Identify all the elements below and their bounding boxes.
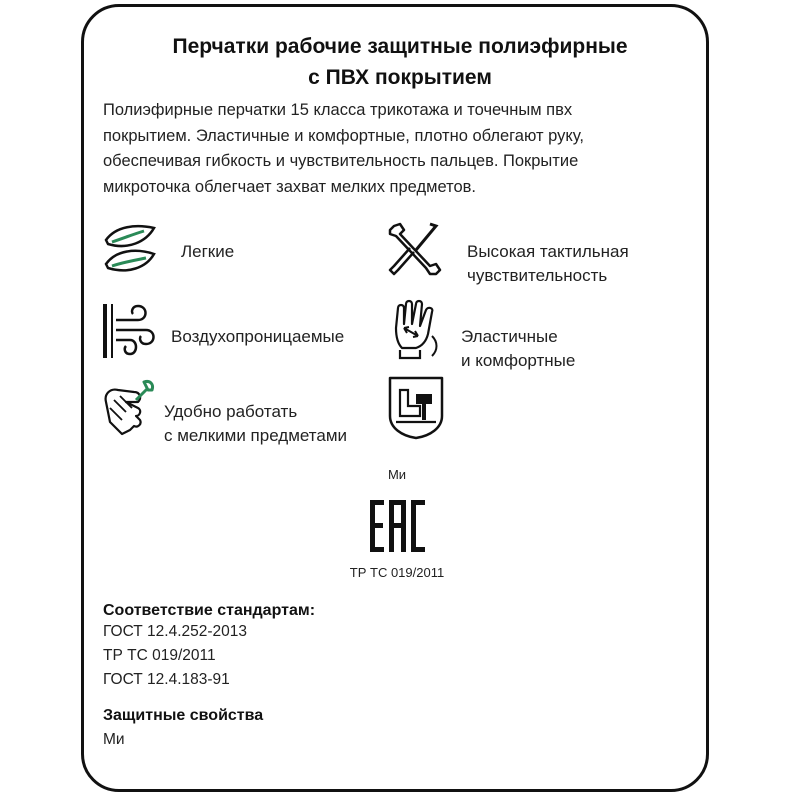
feature-small-items-line: с мелкими предметами xyxy=(164,426,348,445)
description-line: покрытием. Эластичные и комфортные, плотно облегают руку, xyxy=(103,126,584,145)
feature-breathable-label: Воздухопроницаемые xyxy=(171,327,345,346)
description-line: Полиэфирные перчатки 15 класса трикотажа и точечным пвх xyxy=(103,101,573,119)
standard-item: ГОСТ 12.4.252-2013 xyxy=(103,623,248,640)
feature-elastic-label xyxy=(461,325,575,373)
description xyxy=(103,98,703,200)
feature-tactile-label xyxy=(467,240,629,288)
protective-heading: Защитные свойства xyxy=(103,707,264,724)
leaves-icon xyxy=(102,220,158,276)
feature-small-items-label xyxy=(164,400,347,448)
title-line-2: с ПВХ покрытием xyxy=(308,66,492,89)
feature-light-label: Легкие xyxy=(181,242,235,261)
eac-mark-icon xyxy=(368,498,428,554)
feature-tactile-line: Высокая тактильная xyxy=(467,242,629,261)
stretch-glove-icon xyxy=(388,298,444,360)
feature-small-items-line: Удобно работать xyxy=(164,402,298,421)
standards-heading: Соответствие стандартам: xyxy=(103,602,316,619)
title-line-1: Перчатки рабочие защитные полиэфирные xyxy=(172,35,628,58)
description-line: обеспечивая гибкость и чувствительность пальцев. Покрытие xyxy=(103,152,579,170)
wind-icon xyxy=(100,300,158,362)
protection-code: Ми xyxy=(387,467,407,482)
tools-icon xyxy=(386,220,444,278)
description-line: микроточка облегчает захват мелких предметов. xyxy=(103,177,476,196)
protective-value: Ми xyxy=(103,731,125,748)
standard-item: ТР ТС 019/2011 xyxy=(103,647,216,664)
protection-shield-icon xyxy=(386,376,446,440)
feature-elastic-line: Эластичные xyxy=(461,327,558,346)
glove-wrench-icon xyxy=(100,378,156,436)
feature-elastic-line: и комфортные xyxy=(461,351,576,370)
eac-standard: ТР ТС 019/2011 xyxy=(349,565,445,580)
feature-tactile-line: чувствительность xyxy=(467,266,608,285)
standard-item: ГОСТ 12.4.183-91 xyxy=(103,671,230,688)
